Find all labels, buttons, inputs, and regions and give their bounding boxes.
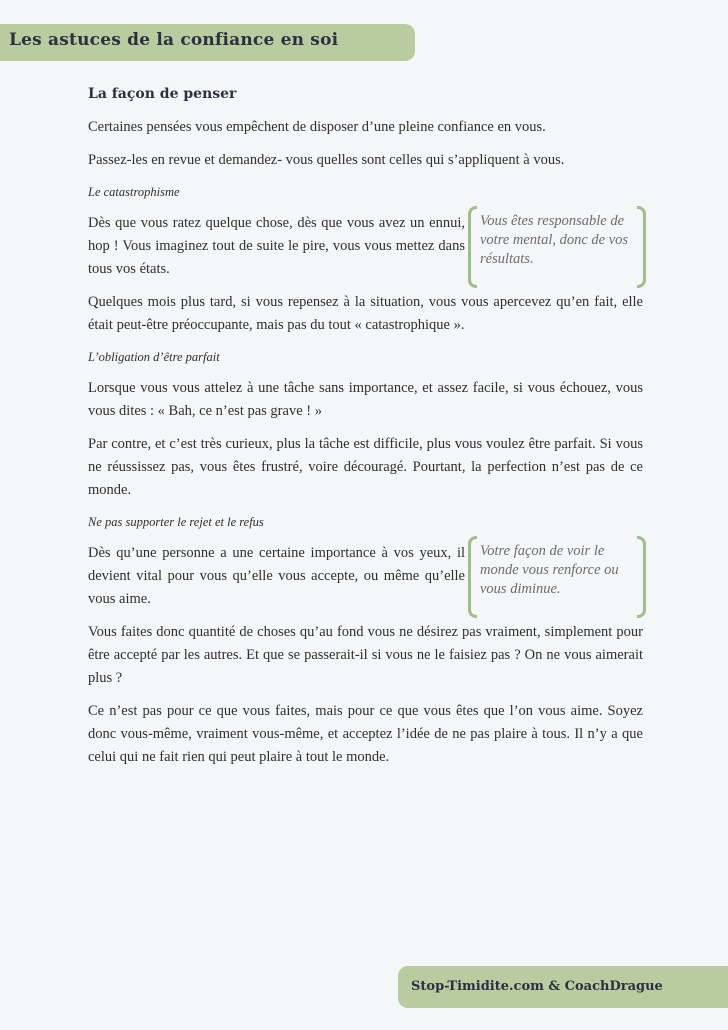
- body-paragraph: Dès que vous ratez quelque chose, dès que vous avez un ennui, hop ! Vous imaginez tout de suite le pire, vous vous mettez dans tous vos états.: [88, 215, 465, 277]
- paragraph-with-pullquote: [88, 212, 643, 281]
- pull-quote-text: Votre façon de voir le monde vous renforce ou vous diminue.: [480, 543, 619, 597]
- left-bracket-icon: [468, 536, 477, 618]
- body-paragraph: Quelques mois plus tard, si vous repensez à la situation, vous vous apercevez qu’en fait, elle était peut-être préoccupante, mais pas du tout « catastrophique ».: [88, 294, 643, 333]
- pull-quote-text: Vous êtes responsable de votre mental, donc de vos résultats.: [480, 213, 629, 267]
- pull-quote: [471, 542, 643, 599]
- section-title: La façon de penser: [88, 86, 237, 102]
- left-bracket-icon: [468, 206, 477, 288]
- pull-quote: [471, 212, 643, 269]
- body-paragraph: Ce n’est pas pour ce que vous faites, mais pour ce que vous êtes que l’on vous aime. Soyez donc vous-même, vraiment vous-même, et acceptez l’idée de ne pas plaire à tous. Il n’y a que celui qui ne fait rien qui peut plaire à tout le monde.: [88, 703, 643, 765]
- body-paragraph: Dès qu’une personne a une certaine importance à vos yeux, il devient vital pour vous qu’elle vous accepte, ou même qu’elle vous aime.: [88, 545, 465, 607]
- document-body: [88, 86, 643, 779]
- intro-paragraph: Certaines pensées vous empêchent de disposer d’une pleine confiance en vous.: [88, 119, 546, 135]
- intro-paragraph: Passez-les en revue et demandez- vous quelles sont celles qui s’appliquent à vous.: [88, 152, 565, 168]
- subsection-title: Ne pas supporter le rejet et le refus: [88, 515, 264, 529]
- body-paragraph: Vous faites donc quantité de choses qu’au fond vous ne désirez pas vraiment, simplement pour être accepté par les autres. Et que se passerait-il si vous ne le faisiez pas ? On ne vous aimerait plus ?: [88, 624, 643, 686]
- page-title: Les astuces de la confiance en soi: [9, 30, 339, 50]
- body-paragraph: Par contre, et c’est très curieux, plus la tâche est difficile, plus vous voulez être parfait. Si vous ne réussissez pas, vous êtes frustré, voire découragé. Pourtant, la perfection n’est pas de ce monde.: [88, 436, 643, 498]
- subsection-title: L’obligation d’être parfait: [88, 350, 220, 364]
- body-paragraph: Lorsque vous vous attelez à une tâche sans importance, et assez facile, si vous échouez, vous vous dites : « Bah, ce n’est pas grave ! »: [88, 380, 643, 419]
- right-bracket-icon: [637, 536, 646, 618]
- right-bracket-icon: [637, 206, 646, 288]
- paragraph-with-pullquote: [88, 542, 643, 611]
- subsection-title: Le catastrophisme: [88, 185, 180, 199]
- footer-credit: Stop-Timidite.com & CoachDrague: [411, 979, 663, 994]
